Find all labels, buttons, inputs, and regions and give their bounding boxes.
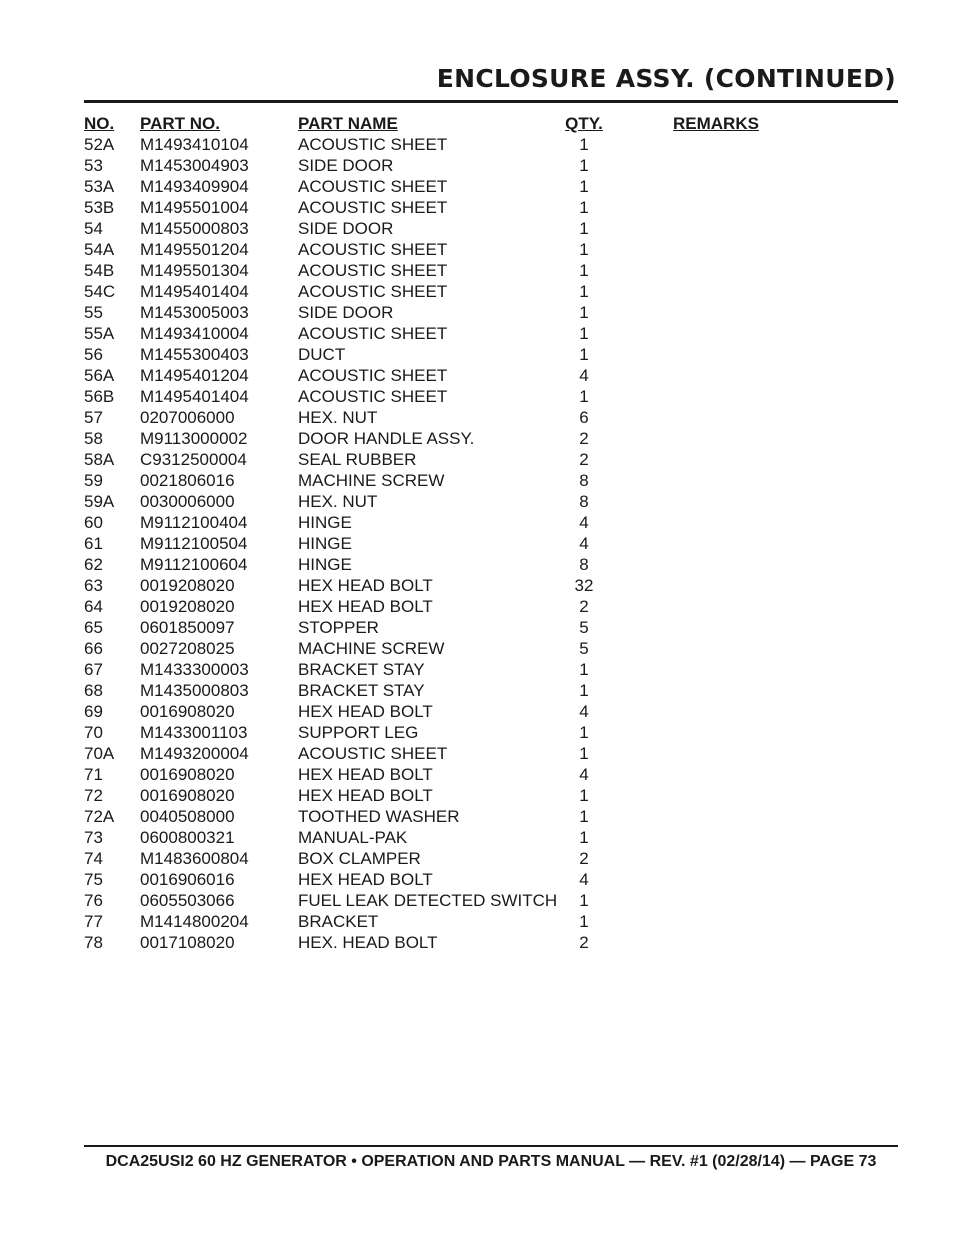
cell-qty: 1 <box>579 681 589 700</box>
cell-no: 67 <box>84 660 103 679</box>
table-row <box>84 848 898 869</box>
cell-part-name: HEX HEAD BOLT <box>298 597 433 616</box>
cell-part-no: 0605503066 <box>140 891 235 910</box>
table-row <box>84 218 898 239</box>
table-row <box>84 176 898 197</box>
cell-qty: 1 <box>579 219 589 238</box>
cell-no: 72A <box>84 807 115 826</box>
cell-qty: 1 <box>579 723 589 742</box>
cell-no: 74 <box>84 849 103 868</box>
cell-no: 53A <box>84 177 115 196</box>
cell-qty: 2 <box>579 429 589 448</box>
table-row <box>84 596 898 617</box>
cell-no: 60 <box>84 513 103 532</box>
cell-part-no: M1433001103 <box>140 723 248 742</box>
cell-qty: 4 <box>579 870 589 889</box>
cell-no: 61 <box>84 534 103 553</box>
cell-part-no: 0207006000 <box>140 408 235 427</box>
cell-part-name: ACOUSTIC SHEET <box>298 387 448 406</box>
table-row <box>84 428 898 449</box>
table-row <box>84 575 898 596</box>
table-row <box>84 155 898 176</box>
cell-no: 59A <box>84 492 115 511</box>
table-row <box>84 134 898 155</box>
cell-part-no: M1414800204 <box>140 912 249 931</box>
cell-part-name: ACOUSTIC SHEET <box>298 324 448 343</box>
cell-qty: 2 <box>579 849 589 868</box>
header-part-name: PART NAME <box>298 114 398 133</box>
cell-part-no: 0601850097 <box>140 618 235 637</box>
cell-qty: 2 <box>579 597 589 616</box>
cell-no: 63 <box>84 576 103 595</box>
cell-qty: 8 <box>579 471 589 490</box>
cell-part-no: 0030006000 <box>140 492 235 511</box>
cell-part-no: M1495401204 <box>140 366 249 385</box>
table-header <box>84 113 898 134</box>
cell-part-name: HINGE <box>298 513 352 532</box>
cell-part-no: M1455000803 <box>140 219 249 238</box>
cell-part-name: SUPPORT LEG <box>298 723 419 742</box>
cell-part-no: M1493409904 <box>140 177 249 196</box>
cell-qty: 32 <box>574 576 594 595</box>
cell-part-name: BRACKET STAY <box>298 660 425 679</box>
cell-qty: 1 <box>579 912 589 931</box>
cell-qty: 1 <box>579 891 589 910</box>
table-row <box>84 869 898 890</box>
cell-no: 55A <box>84 324 115 343</box>
cell-no: 69 <box>84 702 103 721</box>
table-row <box>84 554 898 575</box>
cell-no: 78 <box>84 933 103 952</box>
table-row <box>84 680 898 701</box>
cell-no: 75 <box>84 870 103 889</box>
cell-part-name: ACOUSTIC SHEET <box>298 744 448 763</box>
cell-no: 54B <box>84 261 115 280</box>
cell-qty: 1 <box>579 660 589 679</box>
parts-table <box>84 113 898 953</box>
cell-no: 68 <box>84 681 103 700</box>
cell-part-name: HEX HEAD BOLT <box>298 576 433 595</box>
table-row <box>84 827 898 848</box>
cell-no: 64 <box>84 597 103 616</box>
table-row <box>84 659 898 680</box>
table-row <box>84 932 898 953</box>
cell-part-no: M1495401404 <box>140 387 249 406</box>
cell-qty: 1 <box>579 261 589 280</box>
cell-no: 70A <box>84 744 115 763</box>
cell-no: 57 <box>84 408 103 427</box>
cell-qty: 5 <box>579 618 589 637</box>
title-divider <box>84 100 898 103</box>
cell-qty: 1 <box>579 744 589 763</box>
cell-qty: 4 <box>579 534 589 553</box>
cell-part-name: SIDE DOOR <box>298 303 394 322</box>
cell-part-no: 0019208020 <box>140 597 235 616</box>
cell-part-no: M9112100504 <box>140 534 248 553</box>
cell-part-name: FUEL LEAK DETECTED SWITCH <box>298 891 558 910</box>
cell-no: 76 <box>84 891 103 910</box>
cell-no: 73 <box>84 828 103 847</box>
cell-part-name: MACHINE SCREW <box>298 471 445 490</box>
header-qty: QTY. <box>565 114 603 133</box>
cell-qty: 1 <box>579 786 589 805</box>
table-row <box>84 743 898 764</box>
table-row <box>84 365 898 386</box>
cell-qty: 1 <box>579 177 589 196</box>
cell-qty: 1 <box>579 387 589 406</box>
cell-no: 52A <box>84 135 115 154</box>
cell-part-name: HINGE <box>298 534 352 553</box>
cell-no: 58A <box>84 450 115 469</box>
cell-part-name: DOOR HANDLE ASSY. <box>298 429 475 448</box>
cell-part-name: MACHINE SCREW <box>298 639 445 658</box>
cell-part-no: 0027208025 <box>140 639 235 658</box>
cell-qty: 5 <box>579 639 589 658</box>
table-row <box>84 785 898 806</box>
cell-part-no: M9113000002 <box>140 429 248 448</box>
cell-part-name: HINGE <box>298 555 352 574</box>
cell-part-name: HEX. NUT <box>298 408 378 427</box>
cell-qty: 4 <box>579 366 589 385</box>
cell-qty: 1 <box>579 828 589 847</box>
cell-qty: 8 <box>579 492 589 511</box>
cell-no: 58 <box>84 429 103 448</box>
table-row <box>84 470 898 491</box>
cell-part-no: M1455300403 <box>140 345 249 364</box>
cell-part-no: M9112100604 <box>140 555 248 574</box>
cell-part-name: SIDE DOOR <box>298 156 394 175</box>
table-row <box>84 407 898 428</box>
cell-no: 70 <box>84 723 103 742</box>
cell-no: 77 <box>84 912 103 931</box>
cell-part-name: HEX HEAD BOLT <box>298 765 433 784</box>
cell-qty: 1 <box>579 282 589 301</box>
table-row <box>84 386 898 407</box>
cell-part-name: BRACKET <box>298 912 379 931</box>
header-no: NO. <box>84 114 115 133</box>
cell-part-name: DUCT <box>298 345 346 364</box>
cell-qty: 4 <box>579 702 589 721</box>
cell-part-no: M1495501204 <box>140 240 249 259</box>
cell-qty: 4 <box>579 765 589 784</box>
cell-no: 62 <box>84 555 103 574</box>
cell-no: 54A <box>84 240 115 259</box>
cell-part-name: ACOUSTIC SHEET <box>298 261 448 280</box>
cell-qty: 2 <box>579 933 589 952</box>
table-body <box>84 134 898 953</box>
page-title: ENCLOSURE ASSY. (CONTINUED) <box>436 64 896 93</box>
cell-no: 56 <box>84 345 103 364</box>
cell-part-name: SEAL RUBBER <box>298 450 417 469</box>
cell-part-no: 0040508000 <box>140 807 235 826</box>
cell-part-name: BOX CLAMPER <box>298 849 421 868</box>
cell-part-no: M1453005003 <box>140 303 249 322</box>
cell-part-name: HEX HEAD BOLT <box>298 786 433 805</box>
cell-part-no: 0016906016 <box>140 870 235 889</box>
table-row <box>84 890 898 911</box>
cell-part-name: ACOUSTIC SHEET <box>298 282 448 301</box>
cell-qty: 8 <box>579 555 589 574</box>
cell-part-no: M1493200004 <box>140 744 249 763</box>
cell-no: 65 <box>84 618 103 637</box>
cell-part-no: M9112100404 <box>140 513 248 532</box>
table-row <box>84 344 898 365</box>
cell-part-name: HEX. NUT <box>298 492 378 511</box>
cell-part-name: HEX HEAD BOLT <box>298 702 433 721</box>
cell-part-name: HEX. HEAD BOLT <box>298 933 438 952</box>
cell-no: 53 <box>84 156 103 175</box>
cell-part-no: 0017108020 <box>140 933 235 952</box>
table-row <box>84 911 898 932</box>
header-remarks: REMARKS <box>673 114 759 133</box>
cell-part-name: HEX HEAD BOLT <box>298 870 433 889</box>
cell-no: 55 <box>84 303 103 322</box>
cell-qty: 1 <box>579 303 589 322</box>
cell-part-name: ACOUSTIC SHEET <box>298 366 448 385</box>
cell-part-no: M1493410104 <box>140 135 249 154</box>
cell-part-no: M1435000803 <box>140 681 249 700</box>
cell-part-no: M1483600804 <box>140 849 249 868</box>
cell-part-no: C9312500004 <box>140 450 247 469</box>
cell-part-name: ACOUSTIC SHEET <box>298 240 448 259</box>
table-row <box>84 764 898 785</box>
cell-part-no: 0019208020 <box>140 576 235 595</box>
table-row <box>84 197 898 218</box>
table-row <box>84 638 898 659</box>
page-footer: DCA25USI2 60 HZ GENERATOR • OPERATION AND PARTS MANUAL — REV. #1 (02/28/14) — PAGE 73 <box>105 1153 877 1170</box>
table-row <box>84 239 898 260</box>
cell-part-no: 0021806016 <box>140 471 235 490</box>
table-row <box>84 260 898 281</box>
cell-part-name: ACOUSTIC SHEET <box>298 177 448 196</box>
cell-part-name: BRACKET STAY <box>298 681 425 700</box>
cell-no: 56B <box>84 387 115 406</box>
cell-qty: 1 <box>579 135 589 154</box>
cell-qty: 1 <box>579 156 589 175</box>
cell-part-no: 0016908020 <box>140 786 235 805</box>
cell-part-name: MANUAL-PAK <box>298 828 408 847</box>
cell-qty: 2 <box>579 450 589 469</box>
cell-qty: 1 <box>579 807 589 826</box>
table-row <box>84 533 898 554</box>
table-row <box>84 701 898 722</box>
table-row <box>84 281 898 302</box>
cell-qty: 1 <box>579 198 589 217</box>
cell-qty: 1 <box>579 240 589 259</box>
cell-part-name: STOPPER <box>298 618 379 637</box>
cell-part-no: M1453004903 <box>140 156 249 175</box>
header-part-no: PART NO. <box>140 114 220 133</box>
table-row <box>84 323 898 344</box>
cell-no: 54C <box>84 282 116 301</box>
cell-part-name: ACOUSTIC SHEET <box>298 135 448 154</box>
cell-qty: 1 <box>579 324 589 343</box>
cell-part-name: TOOTHED WASHER <box>298 807 460 826</box>
cell-part-no: 0016908020 <box>140 765 235 784</box>
cell-no: 53B <box>84 198 115 217</box>
cell-no: 59 <box>84 471 103 490</box>
cell-part-name: ACOUSTIC SHEET <box>298 198 448 217</box>
table-row <box>84 512 898 533</box>
cell-part-name: SIDE DOOR <box>298 219 394 238</box>
table-row <box>84 302 898 323</box>
cell-part-no: 0016908020 <box>140 702 235 721</box>
cell-part-no: M1495501004 <box>140 198 249 217</box>
cell-part-no: M1493410004 <box>140 324 249 343</box>
table-row <box>84 449 898 470</box>
table-row <box>84 722 898 743</box>
cell-part-no: 0600800321 <box>140 828 235 847</box>
cell-no: 71 <box>84 765 103 784</box>
footer-divider <box>84 1145 898 1147</box>
table-row <box>84 806 898 827</box>
cell-qty: 4 <box>579 513 589 532</box>
cell-part-no: M1495401404 <box>140 282 249 301</box>
cell-part-no: M1433300003 <box>140 660 249 679</box>
table-row <box>84 491 898 512</box>
cell-no: 72 <box>84 786 103 805</box>
cell-no: 56A <box>84 366 115 385</box>
cell-no: 66 <box>84 639 103 658</box>
cell-part-no: M1495501304 <box>140 261 249 280</box>
cell-qty: 1 <box>579 345 589 364</box>
cell-qty: 6 <box>579 408 589 427</box>
cell-no: 54 <box>84 219 103 238</box>
table-row <box>84 617 898 638</box>
